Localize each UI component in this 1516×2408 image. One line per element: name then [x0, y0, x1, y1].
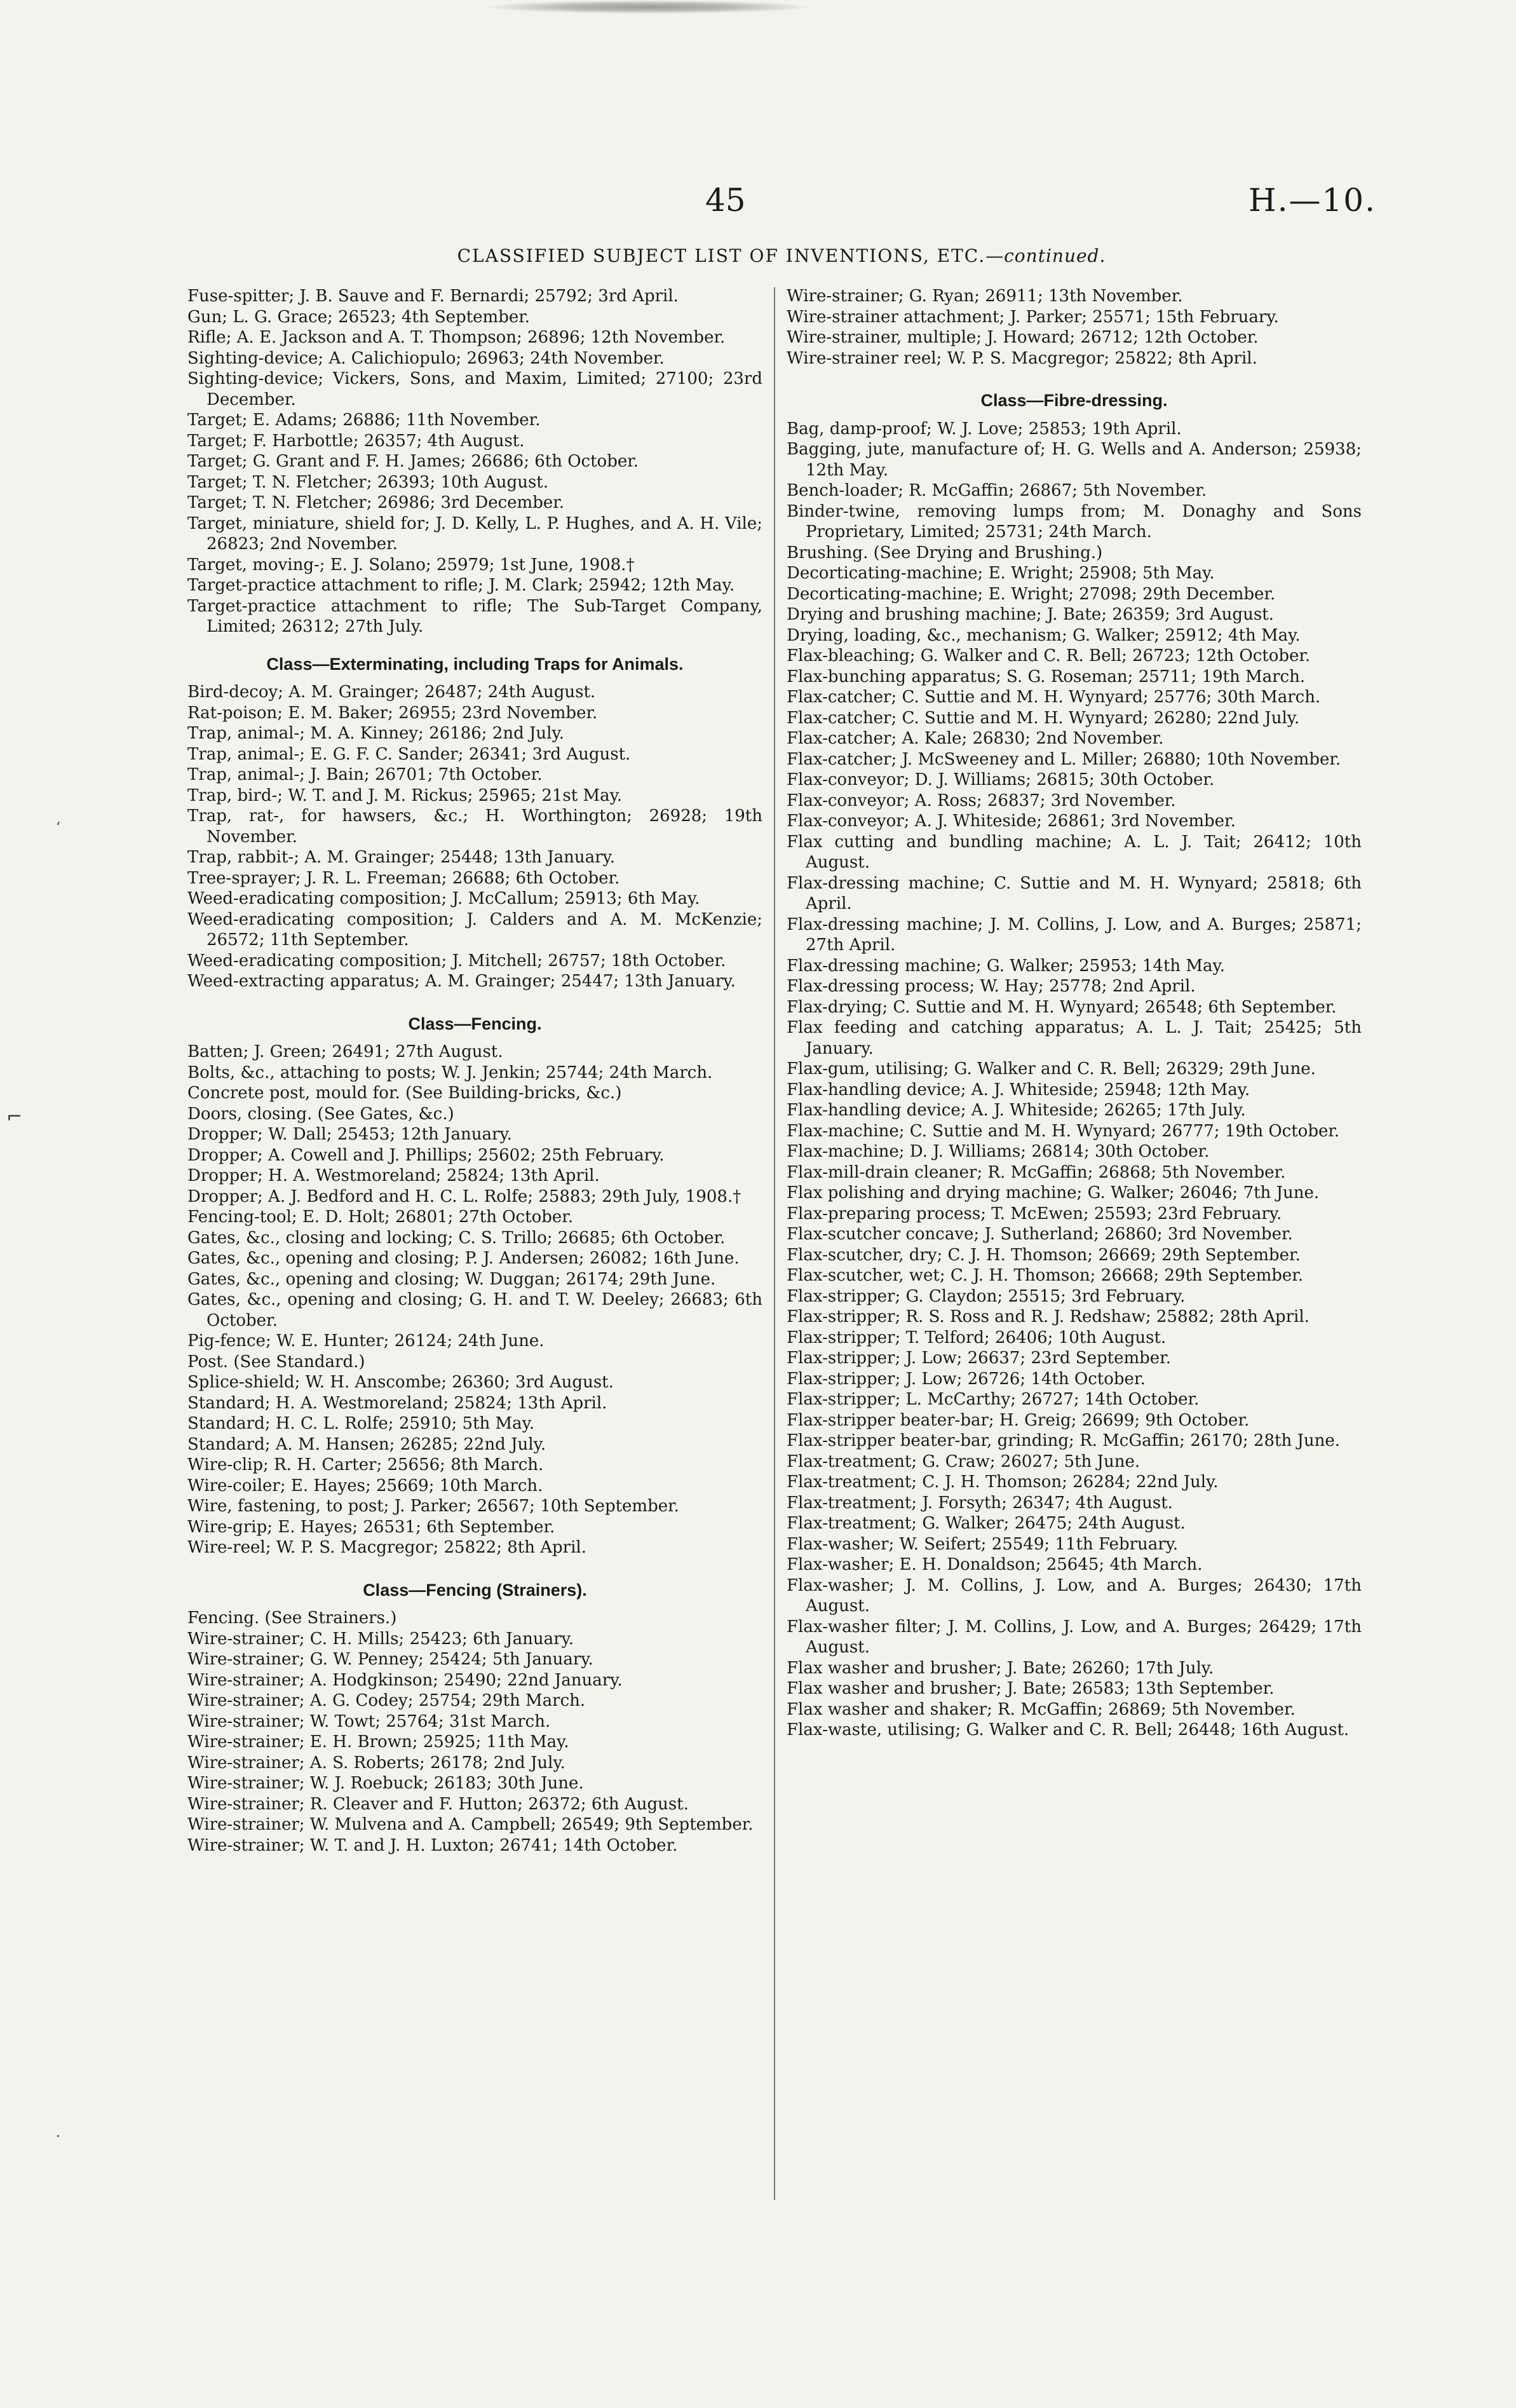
list-entry: Rat-poison; E. M. Baker; 26955; 23rd November. — [187, 703, 598, 723]
list-entry: Flax-stripper; G. Claydon; 25515; 3rd February. — [787, 1286, 1186, 1306]
list-entry: Flax-preparing process; T. McEwen; 25593; 23rd February. — [787, 1204, 1282, 1223]
list-entry: Fencing-tool; E. D. Holt; 26801; 27th October. — [187, 1207, 574, 1227]
list-entry: Flax-washer; E. H. Donaldson; 25645; 4th March. — [787, 1555, 1203, 1574]
list-entry: Flax-waste, utilising; G. Walker and C. R. Bell; 26448; 16th August. — [787, 1720, 1350, 1739]
list-entry: Flax-bleaching; G. Walker and C. R. Bell; 26723; 12th October. — [787, 646, 1311, 665]
margin-mark: · — [56, 2129, 60, 2145]
list-entry: Flax-catcher; C. Suttie and M. H. Wynyard; 25776; 30th March. — [787, 688, 1321, 707]
list-entry: Flax-scutcher, wet; C. J. H. Thomson; 26668; 29th September. — [787, 1266, 1304, 1285]
heading-exterminating: Class—Exterminating, including Traps for Animals. — [266, 654, 684, 674]
list-entry: Flax-treatment; C. J. H. Thomson; 26284; 22nd July. — [787, 1473, 1219, 1492]
list-entry: Trap, rat-, for hawsers, &c.; H. Worthington; 26928; 19th November. — [187, 806, 762, 847]
list-entry: Weed-eradicating composition; J. Calders and A. M. McKenzie; 26572; 11th September. — [187, 909, 762, 949]
running-title-main: CLASSIFIED SUBJECT LIST OF INVENTIONS, ETC. — [457, 245, 986, 266]
list-entry: Batten; J. Green; 26491; 27th August. — [187, 1042, 503, 1061]
list-entry: Flax-washer; W. Seifert; 25549; 11th February. — [787, 1534, 1179, 1554]
list-entry: Flax-dressing machine; C. Suttie and M. H. Wynyard; 25818; 6th April. — [787, 873, 1362, 913]
list-entry: Bench-loader; R. McGaffin; 26867; 5th November. — [787, 481, 1207, 500]
list-entry: Post. (See Standard.) — [187, 1352, 365, 1371]
list-entry: Flax-catcher; A. Kale; 26830; 2nd November. — [787, 729, 1164, 748]
list-entry: Standard; H. C. L. Rolfe; 25910; 5th May. — [187, 1414, 535, 1433]
list-entry: Trap, rabbit-; A. M. Grainger; 25448; 13th January. — [187, 848, 616, 867]
list-entry: Concrete post, mould for. (See Building-bricks, &c.) — [187, 1084, 622, 1103]
heading-fencing-strainers: Class—Fencing (Strainers). — [363, 1580, 587, 1600]
heading-fibre-dressing: Class—Fibre-dressing. — [980, 391, 1168, 410]
list-entry: Sighting-device; Vickers, Sons, and Maxim, Limited; 27100; 23rd December. — [187, 369, 762, 409]
list-entry: Flax-catcher; C. Suttie and M. H. Wynyard; 26280; 22nd July. — [787, 708, 1300, 728]
list-entry: Flax-conveyor; A. Ross; 26837; 3rd November. — [787, 791, 1176, 810]
list-entry: Wire-strainer; W. Mulvena and A. Campbell; 26549; 9th September. — [187, 1815, 754, 1834]
list-entry: Trap, animal-; J. Bain; 26701; 7th October. — [187, 765, 543, 784]
list-entry: Wire-strainer; E. H. Brown; 25925; 11th May. — [187, 1732, 569, 1752]
list-entry: Standard; H. A. Westmoreland; 25824; 13th April. — [187, 1393, 607, 1413]
list-entry: Wire-strainer, multiple; J. Howard; 26712; 12th October. — [787, 328, 1259, 347]
list-entry: Flax-dressing machine; J. M. Collins, J. Low, and A. Burges; 25871; 27th April. — [787, 915, 1362, 955]
list-entry: Flax-scutcher concave; J. Sutherland; 26860; 3rd November. — [787, 1225, 1293, 1244]
list-entry: Wire-strainer; A. Hodgkinson; 25490; 22nd January. — [187, 1670, 623, 1690]
list-entry: Flax-catcher; J. McSweeney and L. Miller; 26880; 10th November. — [787, 749, 1341, 769]
list-entry: Pig-fence; W. E. Hunter; 26124; 24th June. — [187, 1331, 545, 1350]
left-intro-list — [187, 286, 762, 637]
list-entry: Flax-mill-drain cleaner; R. McGaffin; 26868; 5th November. — [787, 1162, 1286, 1182]
list-entry: Flax-stripper; T. Telford; 26406; 10th August. — [787, 1328, 1167, 1347]
list-entry: Target; T. N. Fletcher; 26393; 10th August. — [187, 472, 549, 492]
exterminating-list — [187, 682, 762, 992]
list-entry: Bag, damp-proof; W. J. Love; 25853; 19th April. — [787, 419, 1182, 439]
list-entry: Dropper; A. J. Bedford and H. C. L. Rolfe; 25883; 29th July, 1908.† — [187, 1187, 741, 1206]
list-entry: Wire-strainer reel; W. P. S. Macgregor; 25822; 8th April. — [787, 348, 1257, 368]
list-entry: Flax-bunching apparatus; S. G. Roseman; 25711; 19th March. — [787, 667, 1306, 686]
list-entry: Wire-grip; E. Hayes; 26531; 6th September. — [187, 1517, 555, 1537]
list-entry: Wire, fastening, to post; J. Parker; 26567; 10th September. — [187, 1497, 679, 1516]
list-entry: Wire-strainer; W. T. and J. H. Luxton; 26741; 14th October. — [187, 1835, 678, 1855]
list-entry: Decorticating-machine; E. Wright; 27098; 29th December. — [787, 584, 1276, 604]
list-entry: Flax-handling device; A. J. Whiteside; 25948; 12th May. — [787, 1080, 1250, 1099]
list-entry: Target; E. Adams; 26886; 11th November. — [187, 411, 541, 430]
list-entry: Flax-dressing machine; G. Walker; 25953; 14th May. — [787, 956, 1226, 976]
list-entry: Dropper; W. Dall; 25453; 12th January. — [187, 1125, 512, 1144]
list-entry: Target-practice attachment to rifle; J. M. Clark; 25942; 12th May. — [187, 576, 735, 595]
heading-fencing: Class—Fencing. — [408, 1014, 542, 1033]
list-entry: Bagging, jute, manufacture of; H. G. Wells and A. Anderson; 25938; 12th May. — [787, 440, 1362, 480]
list-entry: Flax-stripper; J. Low; 26726; 14th October. — [787, 1369, 1146, 1389]
list-entry: Flax-stripper beater-bar, grinding; R. McGaffin; 26170; 28th June. — [787, 1431, 1341, 1450]
list-entry: Target; T. N. Fletcher; 26986; 3rd December. — [187, 493, 565, 512]
list-entry: Bolts, &c., attaching to posts; W. J. Jenkin; 25744; 24th March. — [187, 1063, 713, 1082]
list-entry: Wire-strainer; W. Towt; 25764; 31st March. — [187, 1711, 551, 1731]
fibre-dressing-list — [787, 419, 1362, 1741]
list-entry: Target, miniature, shield for; J. D. Kelly, L. P. Hughes, and A. H. Vile; 26823; 2nd November. — [187, 514, 762, 554]
running-title-suffix: —continued. — [985, 245, 1106, 266]
list-entry: Flax-dressing process; W. Hay; 25778; 2nd April. — [787, 977, 1196, 996]
list-entry: Flax-handling device; A. J. Whiteside; 26265; 17th July. — [787, 1101, 1246, 1120]
list-entry: Wire-strainer; G. W. Penney; 25424; 5th January. — [187, 1650, 593, 1669]
list-entry: Wire-clip; R. H. Carter; 25656; 8th March. — [187, 1455, 544, 1474]
list-entry: Target; G. Grant and F. H. James; 26686; 6th October. — [187, 452, 639, 471]
list-entry: Flax washer and shaker; R. McGaffin; 26869; 5th November. — [787, 1699, 1296, 1719]
list-entry: Flax washer and brusher; J. Bate; 26583; 13th September. — [787, 1679, 1275, 1698]
list-entry: Flax-scutcher, dry; C. J. H. Thomson; 26669; 29th September. — [787, 1245, 1301, 1265]
list-entry: Gates, &c., opening and closing; P. J. Andersen; 26082; 16th June. — [187, 1249, 740, 1268]
list-entry: Weed-eradicating composition; J. McCallum; 25913; 6th May. — [187, 889, 700, 908]
list-entry: Trap, animal-; M. A. Kinney; 26186; 2nd July. — [187, 724, 564, 743]
list-entry: Flax-drying; C. Suttie and M. H. Wynyard; 26548; 6th September. — [787, 997, 1337, 1017]
list-entry: Target-practice attachment to rifle; The Sub-Target Company, Limited; 26312; 27th July. — [187, 596, 762, 636]
right-intro-list — [787, 286, 1362, 369]
fencing-list — [187, 1042, 762, 1558]
list-entry: Wire-strainer; A. G. Codey; 25754; 29th March. — [187, 1691, 586, 1710]
list-entry: Flax washer and brusher; J. Bate; 26260; 17th July. — [787, 1658, 1214, 1678]
list-entry: Wire-strainer; G. Ryan; 26911; 13th November. — [787, 287, 1183, 306]
list-entry: Fuse-spitter; J. B. Sauve and F. Bernardi; 25792; 3rd April. — [187, 287, 679, 306]
list-entry: Wire-coiler; E. Hayes; 25669; 10th March. — [187, 1476, 543, 1495]
scan-smudge — [483, 0, 813, 14]
fencing-strainers-list — [187, 1608, 762, 1856]
margin-mark: ‘ — [56, 820, 60, 836]
list-entry: Bird-decoy; A. M. Grainger; 26487; 24th August. — [187, 683, 596, 702]
list-entry: Flax-conveyor; A. J. Whiteside; 26861; 3rd November. — [787, 812, 1236, 831]
page-reference: H.—10. — [1249, 182, 1377, 219]
list-entry: Trap, bird-; W. T. and J. M. Rickus; 25965; 21st May. — [187, 786, 623, 805]
list-entry: Tree-sprayer; J. R. L. Freeman; 26688; 6th October. — [187, 868, 620, 888]
list-entry: Flax-treatment; G. Craw; 26027; 5th June. — [787, 1452, 1140, 1471]
list-entry: Flax-conveyor; D. J. Williams; 26815; 30th October. — [787, 770, 1215, 789]
list-entry: Dropper; H. A. Westmoreland; 25824; 13th April. — [187, 1166, 600, 1185]
list-entry: Flax-machine; C. Suttie and M. H. Wynyard; 26777; 19th October. — [787, 1121, 1340, 1141]
list-entry: Flax-washer; J. M. Collins, J. Low, and A. Burges; 26430; 17th August. — [787, 1575, 1362, 1616]
list-entry: Flax-stripper; L. McCarthy; 26727; 14th October. — [787, 1390, 1200, 1409]
list-entry: Trap, animal-; E. G. F. C. Sander; 26341; 3rd August. — [187, 744, 631, 764]
list-entry: Drying, loading, &c., mechanism; G. Walker; 25912; 4th May. — [787, 625, 1301, 645]
list-entry: Gates, &c., closing and locking; C. S. Trillo; 26685; 6th October. — [187, 1228, 726, 1248]
list-entry: Splice-shield; W. H. Anscombe; 26360; 3rd August. — [187, 1373, 614, 1392]
left-column — [187, 286, 762, 1856]
margin-mark: ⌐ — [6, 1106, 23, 1128]
list-entry: Flax-stripper; R. S. Ross and R. J. Redshaw; 25882; 28th April. — [787, 1307, 1310, 1326]
list-entry: Weed-extracting apparatus; A. M. Grainger; 25447; 13th January. — [187, 972, 736, 991]
list-entry: Doors, closing. (See Gates, &c.) — [187, 1104, 454, 1124]
running-title — [394, 245, 1169, 266]
column-divider — [774, 287, 775, 2200]
list-entry: Flax-stripper beater-bar; H. Greig; 26699; 9th October. — [787, 1410, 1250, 1430]
list-entry: Flax-gum, utilising; G. Walker and C. R. Bell; 26329; 29th June. — [787, 1059, 1316, 1078]
list-entry: Dropper; A. Cowell and J. Phillips; 25602; 25th February. — [187, 1145, 665, 1165]
list-entry: Flax-machine; D. J. Williams; 26814; 30th October. — [787, 1142, 1210, 1161]
list-entry: Flax-washer filter; J. M. Collins, J. Low, and A. Burges; 26429; 17th August. — [787, 1617, 1362, 1657]
list-entry: Flax cutting and bundling machine; A. L. J. Tait; 26412; 10th August. — [787, 832, 1362, 872]
list-entry: Wire-strainer; C. H. Mills; 25423; 6th January. — [187, 1629, 574, 1649]
page-number: 45 — [705, 182, 746, 219]
list-entry: Gates, &c., opening and closing; W. Duggan; 26174; 29th June. — [187, 1269, 716, 1289]
list-entry: Standard; A. M. Hansen; 26285; 22nd July. — [187, 1434, 546, 1454]
list-entry: Flax-treatment; G. Walker; 26475; 24th August. — [787, 1514, 1186, 1533]
list-entry: Flax polishing and drying machine; G. Walker; 26046; 7th June. — [787, 1183, 1320, 1202]
list-entry: Binder-twine, removing lumps from; M. Donaghy and Sons Proprietary, Limited; 25731; 24th March. — [787, 501, 1362, 541]
list-entry: Drying and brushing machine; J. Bate; 26359; 3rd August. — [787, 605, 1274, 624]
list-entry: Wire-strainer attachment; J. Parker; 25571; 15th February. — [787, 307, 1279, 327]
list-entry: Target; F. Harbottle; 26357; 4th August. — [187, 431, 525, 451]
list-entry: Gates, &c., opening and closing; G. H. and T. W. Deeley; 26683; 6th October. — [187, 1290, 762, 1330]
list-entry: Flax-stripper; J. Low; 26637; 23rd September. — [787, 1349, 1171, 1368]
list-entry: Wire-strainer; A. S. Roberts; 26178; 2nd July. — [187, 1753, 565, 1772]
list-entry: Rifle; A. E. Jackson and A. T. Thompson; 26896; 12th November. — [187, 328, 726, 347]
list-entry: Weed-eradicating composition; J. Mitchell; 26757; 18th October. — [187, 951, 726, 970]
list-entry: Sighting-device; A. Calichiopulo; 26963; 24th November. — [187, 348, 665, 368]
list-entry: Wire-strainer; R. Cleaver and F. Hutton; 26372; 6th August. — [187, 1794, 689, 1814]
list-entry: Gun; L. G. Grace; 26523; 4th September. — [187, 307, 531, 327]
list-entry: Target, moving-; E. J. Solano; 25979; 1st June, 1908.† — [187, 555, 635, 575]
list-entry: Flax-treatment; J. Forsyth; 26347; 4th August. — [787, 1493, 1173, 1513]
list-entry: Decorticating-machine; E. Wright; 25908; 5th May. — [787, 564, 1215, 583]
list-entry: Wire-strainer; W. J. Roebuck; 26183; 30th June. — [187, 1774, 584, 1793]
list-entry: Brushing. (See Drying and Brushing.) — [787, 543, 1103, 562]
list-entry: Wire-reel; W. P. S. Macgregor; 25822; 8th April. — [187, 1538, 586, 1557]
list-entry: Flax feeding and catching apparatus; A. L. J. Tait; 25425; 5th January. — [787, 1018, 1362, 1058]
right-column — [787, 286, 1362, 1741]
list-entry: Fencing. (See Strainers.) — [187, 1609, 397, 1628]
